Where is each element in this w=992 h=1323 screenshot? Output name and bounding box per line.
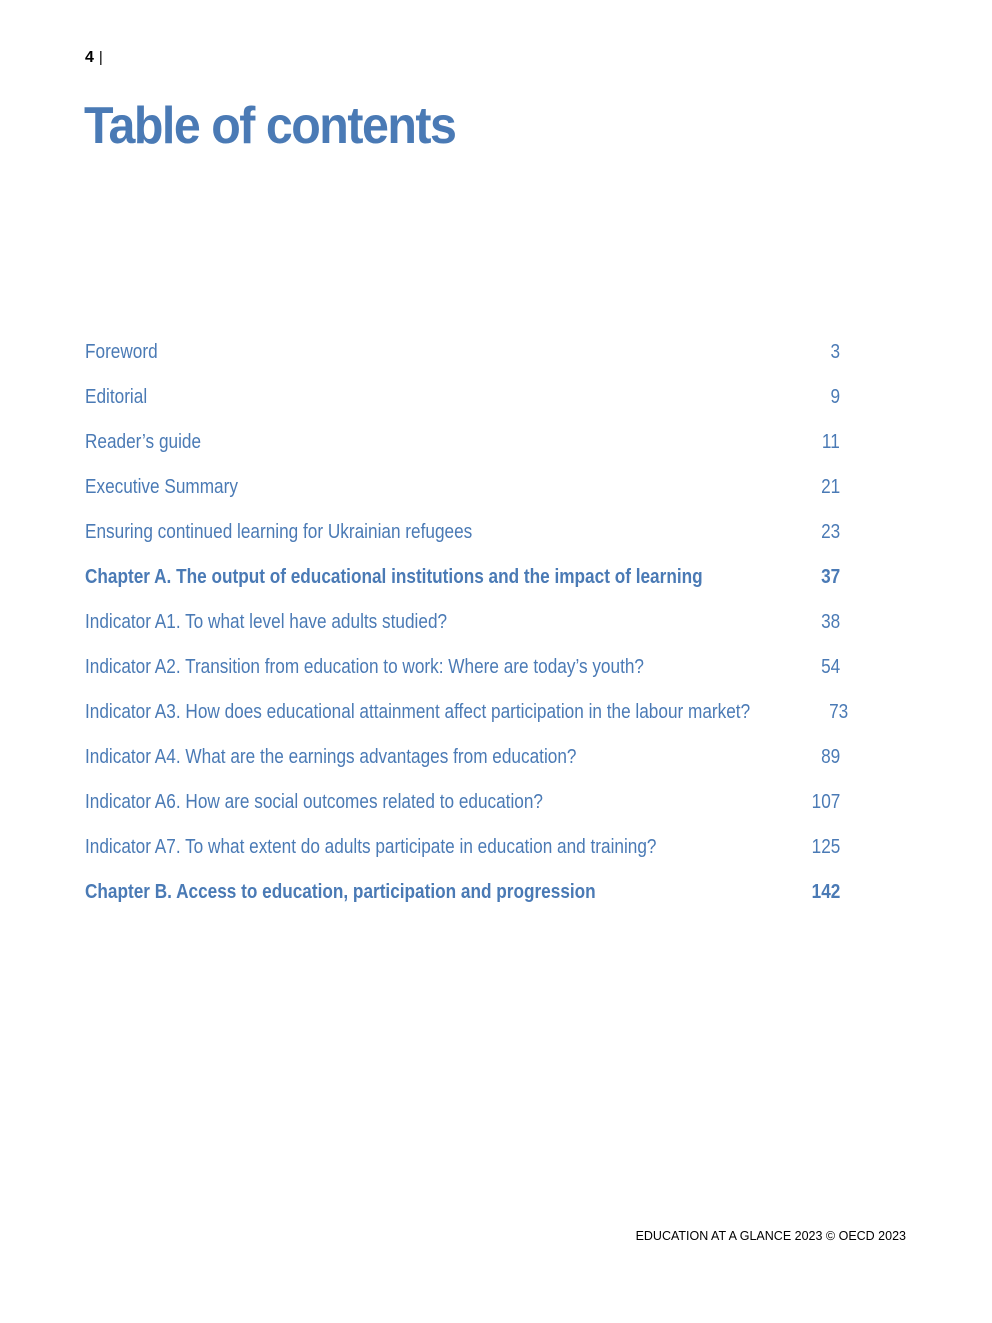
toc-entry-editorial[interactable]	[85, 382, 845, 427]
toc-entry-label[interactable]: Ensuring continued learning for Ukrainian refugees	[85, 521, 473, 543]
toc-entry-chapter-b[interactable]	[85, 877, 845, 922]
toc-entry-ukrainian-refugees[interactable]	[85, 517, 845, 562]
toc-entry-readers-guide[interactable]	[85, 427, 845, 472]
toc-entry-page[interactable]: 21	[820, 476, 840, 498]
toc-entry-label[interactable]: Indicator A4. What are the earnings advantages from education?	[85, 746, 577, 768]
toc-entry-label[interactable]: Indicator A1. To what level have adults studied?	[85, 611, 448, 633]
toc-entry-indicator-a2[interactable]	[85, 652, 845, 697]
toc-entry-foreword[interactable]	[85, 337, 845, 382]
toc-entry-page[interactable]: 54	[820, 656, 840, 678]
toc-entry-page[interactable]: 11	[822, 431, 840, 453]
toc-entry-executive-summary[interactable]	[85, 472, 845, 517]
toc-entry-page[interactable]: 23	[820, 521, 840, 543]
page-number-value: 4	[85, 49, 94, 66]
toc-entry-page[interactable]: 125	[811, 836, 840, 858]
toc-entry-page[interactable]: 89	[820, 746, 840, 768]
toc-entry-label[interactable]: Indicator A6. How are social outcomes related to education?	[85, 791, 543, 813]
toc-entry-page[interactable]: 142	[811, 881, 840, 903]
toc-entry-label[interactable]: Chapter B. Access to education, participation and progression	[85, 881, 596, 903]
page-title: Table of contents	[84, 97, 456, 155]
toc-entry-label[interactable]: Editorial	[85, 386, 148, 408]
toc-entry-label[interactable]: Reader’s guide	[85, 431, 202, 453]
toc-entry-label[interactable]: Foreword	[85, 341, 158, 363]
toc-entry-label[interactable]: Indicator A7. To what extent do adults participate in education and training?	[85, 836, 657, 858]
toc-entry-indicator-a3[interactable]	[85, 697, 848, 742]
toc-entry-indicator-a6[interactable]	[85, 787, 845, 832]
toc-entry-indicator-a7[interactable]	[85, 832, 845, 877]
table-of-contents	[85, 337, 848, 922]
toc-entry-page[interactable]: 107	[811, 791, 840, 813]
page-number	[85, 49, 103, 67]
toc-entry-page[interactable]: 38	[820, 611, 840, 633]
toc-entry-indicator-a4[interactable]	[85, 742, 845, 787]
toc-entry-label[interactable]: Executive Summary	[85, 476, 238, 498]
toc-entry-chapter-a[interactable]	[85, 562, 845, 607]
toc-entry-page[interactable]: 9	[830, 386, 840, 408]
toc-entry-label[interactable]: Indicator A2. Transition from education to work: Where are today’s youth?	[85, 656, 644, 678]
toc-entry-indicator-a1[interactable]	[85, 607, 845, 652]
page-number-separator: |	[98, 49, 103, 66]
toc-entry-label[interactable]: Chapter A. The output of educational institutions and the impact of learning	[85, 566, 703, 588]
toc-entry-page[interactable]: 73	[828, 701, 848, 723]
page-footer: EDUCATION AT A GLANCE 2023 © OECD 2023	[635, 1229, 906, 1243]
toc-entry-label[interactable]: Indicator A3. How does educational attainment affect participation in the labour market?	[85, 701, 751, 723]
toc-entry-page[interactable]: 37	[820, 566, 840, 588]
toc-entry-page[interactable]: 3	[830, 341, 840, 363]
